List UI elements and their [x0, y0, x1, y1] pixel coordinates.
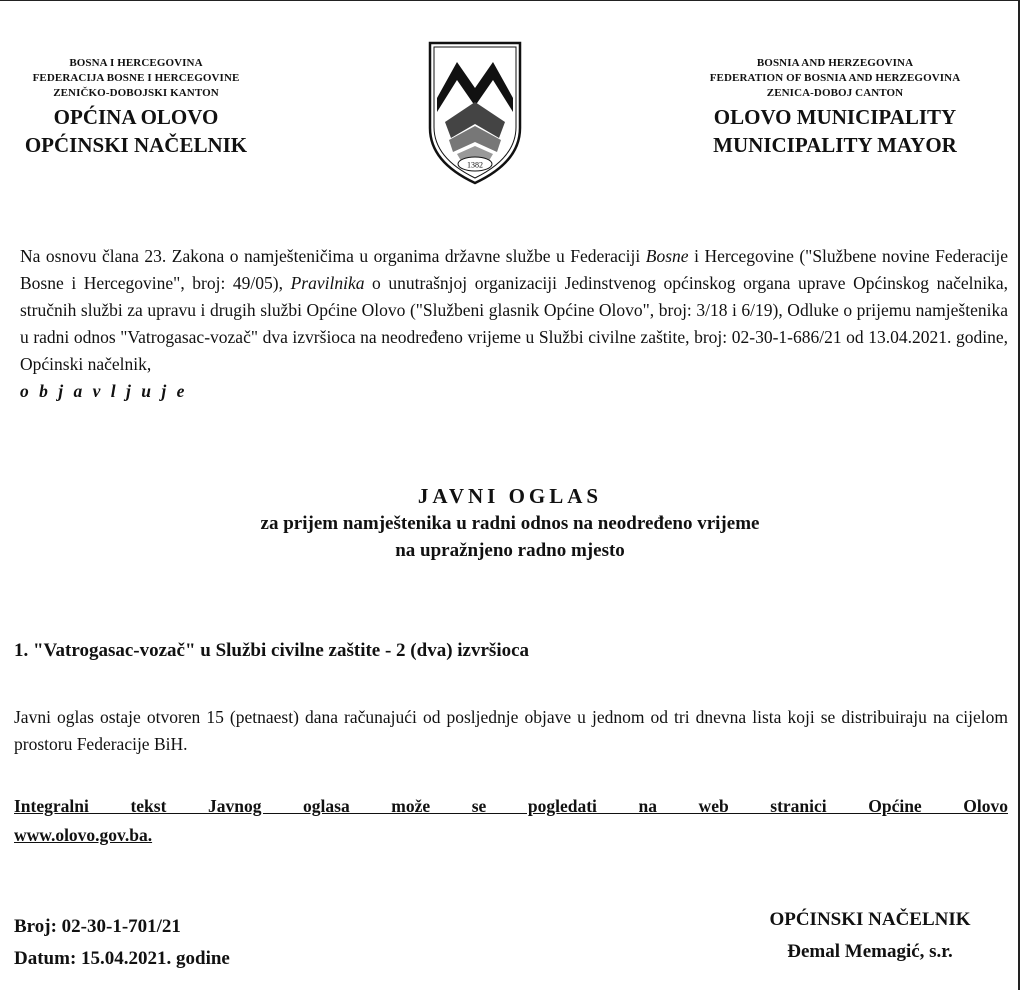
municipality-name-en: OLOVO MUNICIPALITY — [713, 105, 957, 129]
open-period-paragraph: Javni oglas ostaje otvoren 15 (petnaest) dana računajući od posljednje objave u jednom od tri dnevna lista koji se distribuiraju na cijelom prostoru Federacije BiH. — [14, 707, 1008, 754]
announcement-subtitle-1: za prijem namještenika u radni odnos na neodređeno vrijeme — [260, 513, 760, 534]
announcement-subtitle-2: na upražnjeno radno mjesto — [395, 540, 625, 561]
intro-text-c: i Hercegovine ("Službene novine Federacije Bosne i Hercegovine", broj: 49/05), — [20, 246, 1008, 293]
intro-text-a: Na osnovu člana 23. Zakona o namješteničima u organima državne službe u Federaciji — [20, 246, 646, 266]
header-right-line2: FEDERATION OF BOSNIA AND HERZEGOVINA — [709, 72, 961, 84]
signatory-name: Đemal Memagić, s.r. — [787, 941, 953, 962]
position-item: 1. "Vatrogasac-vozač" u Službi civilne zaštite - 2 (dva) izvršioca — [14, 640, 530, 661]
signatory-title: OPĆINSKI NAČELNIK — [769, 909, 971, 930]
municipality-name: OPĆINA OLOVO — [53, 105, 219, 129]
document-date: Datum: 15.04.2021. godine — [14, 948, 230, 969]
crest-year: 1382 — [467, 160, 483, 170]
header-right — [675, 56, 995, 159]
announcement-title: JAVNI OGLAS — [417, 484, 603, 508]
signature-block — [725, 904, 1015, 968]
document-reference — [14, 911, 230, 975]
mayor-office-en: MUNICIPALITY MAYOR — [713, 133, 957, 157]
header-right-line1: BOSNIA AND HERZEGOVINA — [756, 57, 914, 69]
header-left — [5, 56, 267, 159]
coat-of-arms-icon — [427, 40, 523, 186]
website-link[interactable]: www.olovo.gov.ba. — [14, 825, 153, 845]
intro-text-e: o unutrašnjoj organizaciji Jedinstvenog općinskog organa uprave Općinskog načelnika, stručnih službi za upravu i drugih službi Općine Olovo ("Službeni glasnik Općine Olovo", broj: 3/18 i 6/19), Odluke o prijemu namještenika u radni odnos "Vatrogasac-vozač" dva izvršioca na neodređeno vrijeme u Službi civilne zaštite, broj: 02-30-1-686/21 od 13.04.2021. godine, Općinski načelnik, — [20, 273, 1008, 374]
header-left-line2: FEDERACIJA BOSNE I HERCEGOVINE — [32, 72, 240, 84]
header-left-line1: BOSNA I HERCEGOVINA — [69, 57, 203, 69]
intro-text-d: Pravilnika — [290, 273, 365, 293]
intro-text-b: Bosne — [645, 246, 689, 266]
website-note-line1: Integralni tekst Javnog oglasa može se pogledati na web stranici Općine Olovo — [14, 796, 1008, 816]
header-left-line3: ZENIČKO-DOBOJSKI KANTON — [53, 87, 219, 99]
document-number: Broj: 02-30-1-701/21 — [14, 916, 181, 937]
header-right-line3: ZENICA-DOBOJ CANTON — [766, 87, 904, 99]
announces-label: o b j a v l j u j e — [20, 381, 188, 401]
mayor-office: OPĆINSKI NAČELNIK — [24, 133, 248, 157]
intro-paragraph — [20, 243, 1008, 405]
